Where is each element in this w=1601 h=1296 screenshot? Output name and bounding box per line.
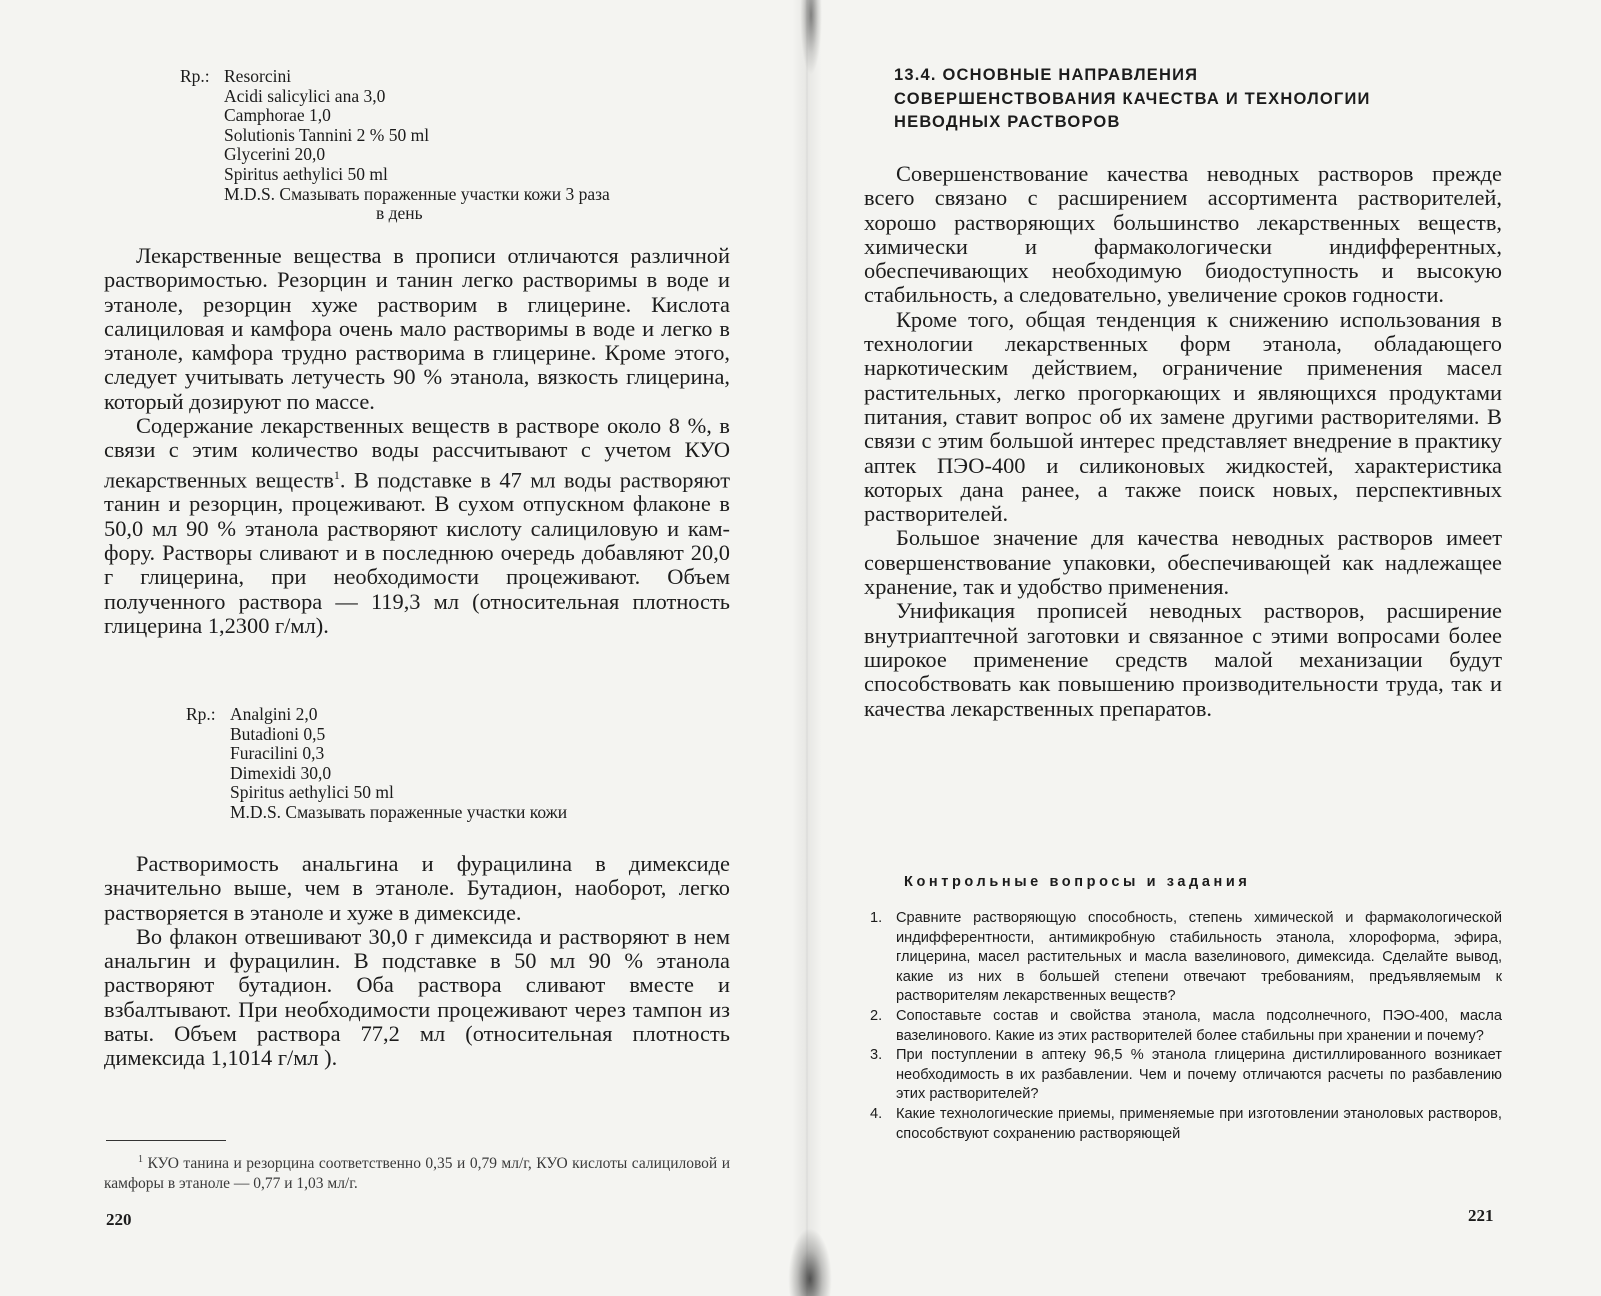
recipe-label: Rp.: [186, 704, 216, 724]
book-gutter [792, 0, 822, 1296]
paragraph: Унификация прописей неводных растворов, расширение внутриаптечной заготовки и связанное с этими вопросами более широкое применение средств малой механизации будут способствовать как повышению производительности труда, так и качества лекарственных препаратов. [864, 598, 1502, 721]
section-heading [894, 64, 1494, 135]
recipe-line: Solutionis Tannini 2 % 50 ml [224, 124, 430, 145]
right-body [864, 162, 1502, 721]
footnote: $^1$ КУО танина и резорцина соответственно 0,35 и 0,79 мл/г, КУО кислоты салициловой и камфоры в этаноле — 0,77 и 1,03 мл/г. [104, 1154, 731, 1192]
paragraph: Растворимость анальгина и фурацилина в димексиде значительно выше, чем в этаноле. Бутадион, наоборот, легко растворяется в этаноле и хуже в димексиде. [104, 851, 730, 925]
questions-list [870, 909, 1502, 1144]
page-number-right: 221 [1468, 1206, 1494, 1225]
scan-artifact-bottom [788, 1228, 832, 1296]
recipe-label: Rp.: [180, 66, 210, 86]
heading-line: 13.4. ОСНОВНЫЕ НАПРАВЛЕНИЯ [894, 66, 1199, 84]
paragraph: Совершенствование качества неводных растворов прежде всего связано с расширением ассортимента растворителей, хорошо растворяющих большинство лекарственных веществ, химически и фармакологически индифферентных, обеспечивающих необходимую биодоступность и высокую стабильность, а следовательно, увеличение сроков годности. [864, 161, 1502, 308]
footnote-rule [106, 1140, 226, 1141]
paragraph: Лекарственные вещества в прописи отличаются различной растворимостью. Резорцин и танин легко растворимы в воде и этаноле, резорцин хуже растворим в глицерине. Кислота салициловая и камфора очень мало растворимы в воде и легко в этаноле, камфора трудно растворима в глицерине. Кроме этого, следует учитывать летучесть 90 % этанола, вязкость глицерина, который дозируют по массе. [104, 243, 730, 414]
recipe-line: Spiritus aethylici 50 ml [224, 163, 388, 184]
paragraph: Во флакон отвешивают 30,0 г димексида и растворяют в нем анальгин и фурацилин. В подставке в 50 мл 90 % этанола растворяют бутадион. Оба раствора сливают вместе и взбалтывают. При необходимости процеживают через тампон из ваты. Объем раствора 77,2 мл (относительная плотность димексида 1,1014 г/мл ). [104, 923, 730, 1071]
recipe-line: Analgini 2,0 [230, 704, 318, 724]
recipe-line: Butadioni 0,5 [230, 723, 326, 744]
recipe-signature: M.D.S. Смазывать пораженные участки кожи [230, 801, 568, 822]
footnote-ref: 1 [333, 467, 340, 482]
list-item: 4. Какие технологические приемы, применяемые при изготовлении этаноловых растворов, способствуют сохранению растворяющей [870, 1105, 1502, 1142]
recipe-signature-cont: в день [376, 203, 423, 224]
list-item: 1. Сравните растворяющую способность, степень химической и фармакологической индифферентности, антимикробную стабильность этанола, хлороформа, эфира, глицерина, масел растительных и масла вазелинового, димексида. Сделайте вывод, какие из них в большей степени отвечают требованиям, предъявляемым к растворителям лекарственных веществ? [870, 910, 1502, 1005]
recipe-line: Acidi salicylici ana 3,0 [224, 85, 386, 106]
paragraph: Содержание лекарственных веществ в растворе около 8 %, в связи с этим количество воды рассчитывают с учетом КУО лекарственных веществ$^1$. В подставке в 47 мл воды растворяют танин и резорцин, процеживают. В сухом отпускном флаконе в 50,0 мл 90 % этанола растворяют кислоту салициловую и камфору. Растворы сливают и в последнюю очередь добавляют 20,0 г глицерина, при необходимости процеживают. Объем полученного раствора — 119,3 мл (относительная плотность глицерина 1,2300 г/мл). [104, 413, 730, 638]
recipe-line: Camphorae 1,0 [224, 105, 331, 126]
list-item: 2. Сопоставьте состав и свойства этанола, масла подсолнечного, ПЭО-400, масла вазелинового. Какие из этих растворителей более стабильны при хранении и почему? [870, 1007, 1502, 1044]
recipe-2 [186, 705, 746, 823]
list-item: 3. При поступлении в аптеку 96,5 % этанола глицерина дистиллированного возникает необходимость в их разбавлении. Чем и почему отличаются расчеты по разбавлению этих растворителей? [870, 1047, 1502, 1103]
paragraph: Большое значение для качества неводных растворов имеет совершенствование упаковки, обеспечивающей как надлежащее хранение, так и удобство применения. [864, 525, 1502, 600]
heading-line: СОВЕРШЕНСТВОВАНИЯ КАЧЕСТВА И ТЕХНОЛОГИИ [894, 89, 1371, 108]
recipe-1 [180, 67, 740, 224]
left-body-1 [104, 244, 730, 638]
questions-title: Контрольные вопросы и задания [904, 874, 1251, 890]
recipe-line: Furacilini 0,3 [230, 743, 325, 764]
left-body-2 [104, 852, 730, 1071]
recipe-line: Dimexidi 30,0 [230, 762, 332, 783]
recipe-line: Spiritus aethylici 50 ml [230, 782, 394, 803]
recipe-line: Resorcini [224, 66, 292, 86]
paragraph: Кроме того, общая тенденция к снижению использования в технологии лекарственных форм этанола, обладающего наркотическим действием, ограничение применения масел растительных, легко прогоркающих и являющихся продуктами питания, ставит вопрос об их замене другими растворителями. В связи с этим большой интерес представляет внедрение в практику аптек ПЭО-400 и силиконовых жидкостей, характеристика которых дана ранее, а также поиск новых, перспективных растворителей. [864, 306, 1502, 527]
heading-line: НЕВОДНЫХ РАСТВОРОВ [894, 113, 1121, 131]
page-number-left: 220 [106, 1210, 132, 1229]
recipe-line: Glycerini 20,0 [224, 144, 326, 165]
recipe-signature: M.D.S. Смазывать пораженные участки кожи 3 раза [224, 183, 610, 204]
scan-artifact-top [800, 0, 822, 75]
